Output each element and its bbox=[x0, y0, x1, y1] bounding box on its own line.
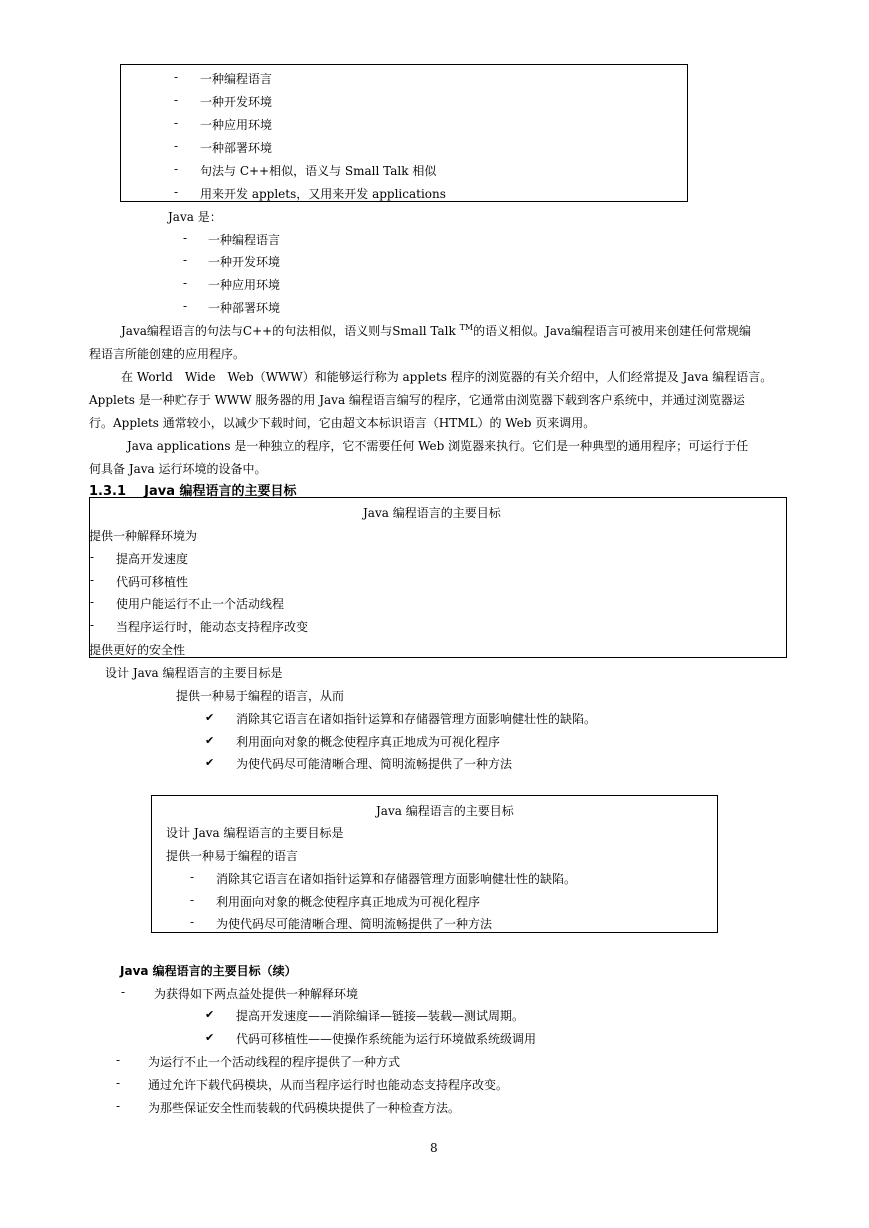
checkmark-icon: ✔ bbox=[205, 1008, 215, 1021]
continued-item: 为运行不止一个活动线程的程序提供了一种方式 bbox=[148, 1055, 401, 1069]
paragraph-syntax bbox=[121, 322, 751, 339]
bullet-dash: - bbox=[174, 162, 179, 176]
bullet-dash: - bbox=[183, 276, 188, 290]
summary-item: 句法与 C++相似，语义与 Small Talk 相似 bbox=[200, 164, 437, 178]
bullet-dash: - bbox=[116, 1053, 121, 1067]
bullet-dash: - bbox=[90, 573, 95, 587]
summary-item: 用来开发 applets，又用来开发 applications bbox=[200, 187, 446, 201]
paragraph-text: Applets 是一种贮存于 WWW 服务器的用 Java 编程语言编写的程序，它通常由浏览器下载到客户系统中，并通过浏览器运 bbox=[89, 393, 745, 407]
summary-item: 一种开发环境 bbox=[200, 95, 273, 109]
paragraph-text: 行。Applets 通常较小，以减少下载时间，它由超文本标识语言（HTML）的 Web 页来调用。 bbox=[89, 416, 596, 430]
bullet-dash: - bbox=[190, 870, 195, 884]
bullet-dash: - bbox=[90, 595, 95, 609]
goals-box-2-item: 利用面向对象的概念使程序真正地成为可视化程序 bbox=[216, 895, 481, 909]
continued-item: 为那些保证安全性而装载的代码模块提供了一种检查方法。 bbox=[148, 1101, 461, 1115]
goals-item: 代码可移植性 bbox=[116, 575, 189, 589]
goals-item: 提高开发速度 bbox=[116, 552, 189, 566]
bullet-dash: - bbox=[121, 985, 126, 999]
page-number: 8 bbox=[430, 1141, 438, 1155]
bullet-dash: - bbox=[190, 915, 195, 929]
goals-item: 当程序运行时，能动态支持程序改变 bbox=[116, 620, 309, 634]
trademark-mark: TM bbox=[459, 323, 474, 332]
bullet-dash: - bbox=[174, 185, 179, 199]
java-is-label: Java 是： bbox=[168, 210, 222, 224]
goals-box-title: Java 编程语言的主要目标 bbox=[363, 506, 501, 520]
goals-box-2-title: Java 编程语言的主要目标 bbox=[376, 804, 514, 818]
paragraph-text: 的语义相似。Java编程语言可被用来创建任何常规编 bbox=[473, 324, 752, 338]
checkmark-icon: ✔ bbox=[205, 756, 215, 769]
goals-box-2-line: 提供一种易于编程的语言 bbox=[166, 849, 299, 863]
java-is-item: 一种应用环境 bbox=[208, 278, 281, 292]
checkmark-icon: ✔ bbox=[205, 1031, 215, 1044]
bullet-dash: - bbox=[116, 1099, 121, 1113]
paragraph-text: Java编程语言的句法与C++的句法相似，语义则与Small Talk bbox=[121, 324, 460, 338]
bullet-dash: - bbox=[90, 618, 95, 632]
summary-item: 一种部署环境 bbox=[200, 141, 273, 155]
design-item: 消除其它语言在诸如指针运算和存储器管理方面影响健壮性的缺陷。 bbox=[236, 712, 597, 726]
design-item: 利用面向对象的概念使程序真正地成为可视化程序 bbox=[236, 735, 501, 749]
goals-box-2-line: 设计 Java 编程语言的主要目标是 bbox=[166, 826, 344, 840]
checkmark-icon: ✔ bbox=[205, 734, 215, 747]
paragraph-text: 何具备 Java 运行环境的设备中。 bbox=[89, 462, 267, 476]
bullet-dash: - bbox=[174, 93, 179, 107]
continued-item: 为获得如下两点益处提供一种解释环境 bbox=[154, 987, 359, 1001]
goals-box-2-item: 为使代码尽可能清晰合理、简明流畅提供了一种方法 bbox=[216, 917, 493, 931]
bullet-dash: - bbox=[183, 253, 188, 267]
bullet-dash: - bbox=[174, 139, 179, 153]
design-sub: 提供一种易于编程的语言，从而 bbox=[176, 689, 345, 703]
goals-box-2-item: 消除其它语言在诸如指针运算和存储器管理方面影响健壮性的缺陷。 bbox=[216, 872, 577, 886]
checkmark-icon: ✔ bbox=[205, 711, 215, 724]
bullet-dash: - bbox=[183, 299, 188, 313]
paragraph-text: 程语言所能创建的应用程序。 bbox=[89, 347, 246, 361]
design-intro: 设计 Java 编程语言的主要目标是 bbox=[105, 666, 283, 680]
continued-sub-item: 提高开发速度——消除编译—链接—装载—测试周期。 bbox=[236, 1009, 525, 1023]
bullet-dash: - bbox=[190, 893, 195, 907]
paragraph-text: Java applications 是一种独立的程序，它不需要任何 Web 浏览器来执行。它们是一种典型的通用程序；可运行于任 bbox=[127, 439, 749, 453]
java-is-item: 一种开发环境 bbox=[208, 255, 281, 269]
goals-box-intro: 提供一种解释环境为 bbox=[89, 529, 198, 543]
java-is-item: 一种部署环境 bbox=[208, 301, 281, 315]
goals-box-footer: 提供更好的安全性 bbox=[89, 643, 186, 657]
bullet-dash: - bbox=[174, 70, 179, 84]
bullet-dash: - bbox=[183, 231, 188, 245]
continued-heading: Java 编程语言的主要目标（续） bbox=[120, 964, 297, 978]
design-item: 为使代码尽可能清晰合理、简明流畅提供了一种方法 bbox=[236, 757, 513, 771]
bullet-dash: - bbox=[90, 550, 95, 564]
summary-item: 一种编程语言 bbox=[200, 72, 273, 86]
bullet-dash: - bbox=[174, 116, 179, 130]
paragraph-text: 在 World Wide Web（WWW）和能够运行称为 applets 程序的浏览器的有关介绍中，人们经常提及 Java 编程语言。 bbox=[121, 370, 773, 384]
section-title: Java 编程语言的主要目标 bbox=[144, 484, 297, 499]
goals-item: 使用户能运行不止一个活动线程 bbox=[116, 597, 285, 611]
summary-item: 一种应用环境 bbox=[200, 118, 273, 132]
continued-item: 通过允许下载代码模块，从而当程序运行时也能动态支持程序改变。 bbox=[148, 1078, 509, 1092]
section-number: 1.3.1 bbox=[89, 484, 127, 499]
bullet-dash: - bbox=[116, 1076, 121, 1090]
continued-sub-item: 代码可移植性——使操作系统能为运行环境做系统级调用 bbox=[236, 1032, 537, 1046]
java-is-item: 一种编程语言 bbox=[208, 233, 281, 247]
